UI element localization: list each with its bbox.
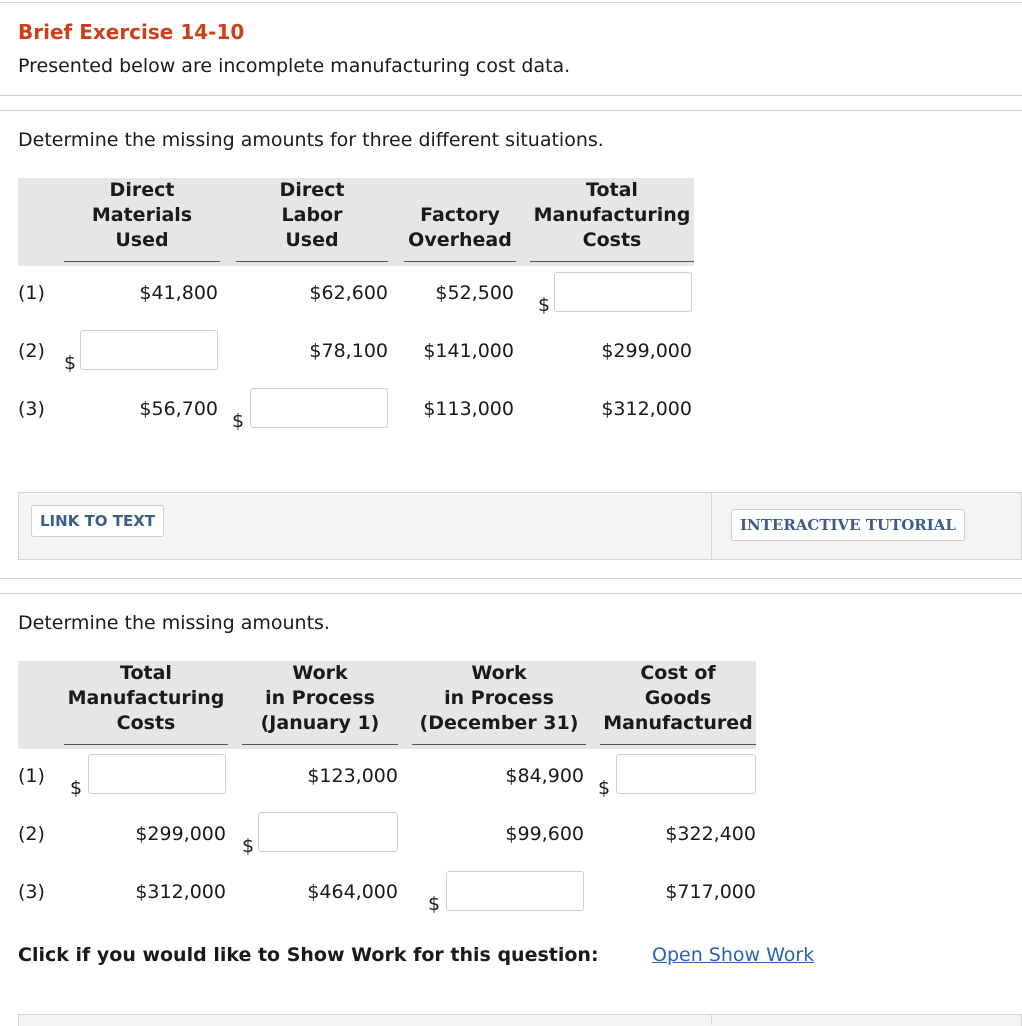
top-divider bbox=[0, 2, 1022, 3]
factory-overhead-value: $141,000 bbox=[423, 340, 514, 362]
total-manufacturing-costs-input-1[interactable] bbox=[88, 754, 226, 794]
row-label: (1) bbox=[18, 282, 45, 304]
header-line: in Process bbox=[265, 687, 375, 709]
open-show-work-link[interactable]: Open Show Work bbox=[652, 944, 815, 966]
header-line: Total bbox=[120, 662, 172, 684]
direct-labor-input-3[interactable] bbox=[250, 388, 388, 428]
currency-symbol: $ bbox=[64, 352, 77, 374]
header-line: Total bbox=[586, 179, 638, 201]
divider bbox=[0, 578, 1022, 579]
header-line: Goods bbox=[644, 687, 712, 709]
show-work-prompt: Click if you would like to Show Work for this question: bbox=[18, 944, 599, 966]
exercise-subtitle: Presented below are incomplete manufacturing cost data. bbox=[18, 55, 571, 77]
header-line: Labor bbox=[281, 204, 343, 226]
exercise-title: Brief Exercise 14-10 bbox=[18, 20, 245, 44]
link-to-text-button[interactable]: LINK TO TEXT bbox=[31, 505, 164, 537]
header-line: Used bbox=[285, 229, 339, 251]
factory-overhead-value: $52,500 bbox=[435, 282, 514, 304]
header-line: in Process bbox=[444, 687, 554, 709]
total-manufacturing-costs-value: $312,000 bbox=[135, 881, 226, 903]
header-line: Manufacturing bbox=[533, 204, 691, 226]
currency-symbol: $ bbox=[232, 410, 245, 432]
wip-december-value: $99,600 bbox=[505, 823, 584, 845]
row-label: (1) bbox=[18, 765, 45, 787]
header-wip-january-1 bbox=[242, 661, 398, 736]
wip-january-input-2[interactable] bbox=[258, 812, 398, 852]
direct-labor-value: $62,600 bbox=[309, 282, 388, 304]
header-line: Costs bbox=[116, 712, 176, 734]
row-label: (3) bbox=[18, 398, 45, 420]
header-line: Manufacturing bbox=[67, 687, 225, 709]
header-line: Costs bbox=[582, 229, 642, 251]
header-line: Direct bbox=[279, 179, 345, 201]
wip-december-value: $84,900 bbox=[505, 765, 584, 787]
header-total-manufacturing-costs bbox=[64, 661, 228, 736]
header-line: Used bbox=[115, 229, 169, 251]
wip-january-value: $464,000 bbox=[307, 881, 398, 903]
header-wip-december-31 bbox=[412, 661, 586, 736]
header-line: Materials bbox=[91, 204, 193, 226]
total-manufacturing-costs-value: $299,000 bbox=[601, 340, 692, 362]
wip-january-value: $123,000 bbox=[307, 765, 398, 787]
header-line: Work bbox=[292, 662, 348, 684]
resource-toolbar bbox=[18, 492, 1022, 560]
header-line: Direct bbox=[109, 179, 175, 201]
header-direct-labor bbox=[236, 178, 388, 253]
part1-instruction: Determine the missing amounts for three different situations. bbox=[18, 129, 604, 151]
currency-symbol: $ bbox=[538, 294, 551, 316]
currency-symbol: $ bbox=[428, 893, 441, 915]
row-label: (2) bbox=[18, 823, 45, 845]
direct-materials-value: $41,800 bbox=[139, 282, 218, 304]
header-line: Work bbox=[471, 662, 527, 684]
bottom-panel bbox=[18, 1014, 1022, 1026]
currency-symbol: $ bbox=[242, 835, 255, 857]
total-manufacturing-costs-value: $312,000 bbox=[601, 398, 692, 420]
total-manufacturing-costs-value: $299,000 bbox=[135, 823, 226, 845]
interactive-tutorial-button[interactable]: INTERACTIVE TUTORIAL bbox=[731, 509, 965, 541]
factory-overhead-value: $113,000 bbox=[423, 398, 514, 420]
cost-of-goods-manufactured-input-1[interactable] bbox=[616, 754, 756, 794]
divider bbox=[0, 95, 1022, 96]
currency-symbol: $ bbox=[70, 777, 83, 799]
header-direct-materials bbox=[64, 178, 220, 253]
toolbar-separator bbox=[711, 493, 712, 559]
cost-of-goods-manufactured-value: $717,000 bbox=[665, 881, 756, 903]
wip-december-input-3[interactable] bbox=[446, 871, 584, 911]
header-line: (January 1) bbox=[260, 712, 380, 734]
header-line: Overhead bbox=[408, 229, 512, 251]
total-manufacturing-costs-input-1[interactable] bbox=[554, 272, 692, 312]
header-line: (December 31) bbox=[419, 712, 579, 734]
row-label: (3) bbox=[18, 881, 45, 903]
row-label: (2) bbox=[18, 340, 45, 362]
header-total-manufacturing-costs bbox=[530, 178, 694, 253]
divider bbox=[0, 593, 1022, 594]
direct-materials-value: $56,700 bbox=[139, 398, 218, 420]
header-line: Factory bbox=[420, 204, 500, 226]
header-line: Manufactured bbox=[603, 712, 753, 734]
divider bbox=[0, 110, 1022, 111]
currency-symbol: $ bbox=[598, 777, 611, 799]
header-line: Cost of bbox=[640, 662, 716, 684]
header-cost-of-goods-manufactured bbox=[600, 661, 756, 736]
direct-materials-input-2[interactable] bbox=[80, 330, 218, 370]
cost-of-goods-manufactured-value: $322,400 bbox=[665, 823, 756, 845]
part2-instruction: Determine the missing amounts. bbox=[18, 612, 330, 634]
header-factory-overhead bbox=[404, 203, 516, 253]
direct-labor-value: $78,100 bbox=[309, 340, 388, 362]
